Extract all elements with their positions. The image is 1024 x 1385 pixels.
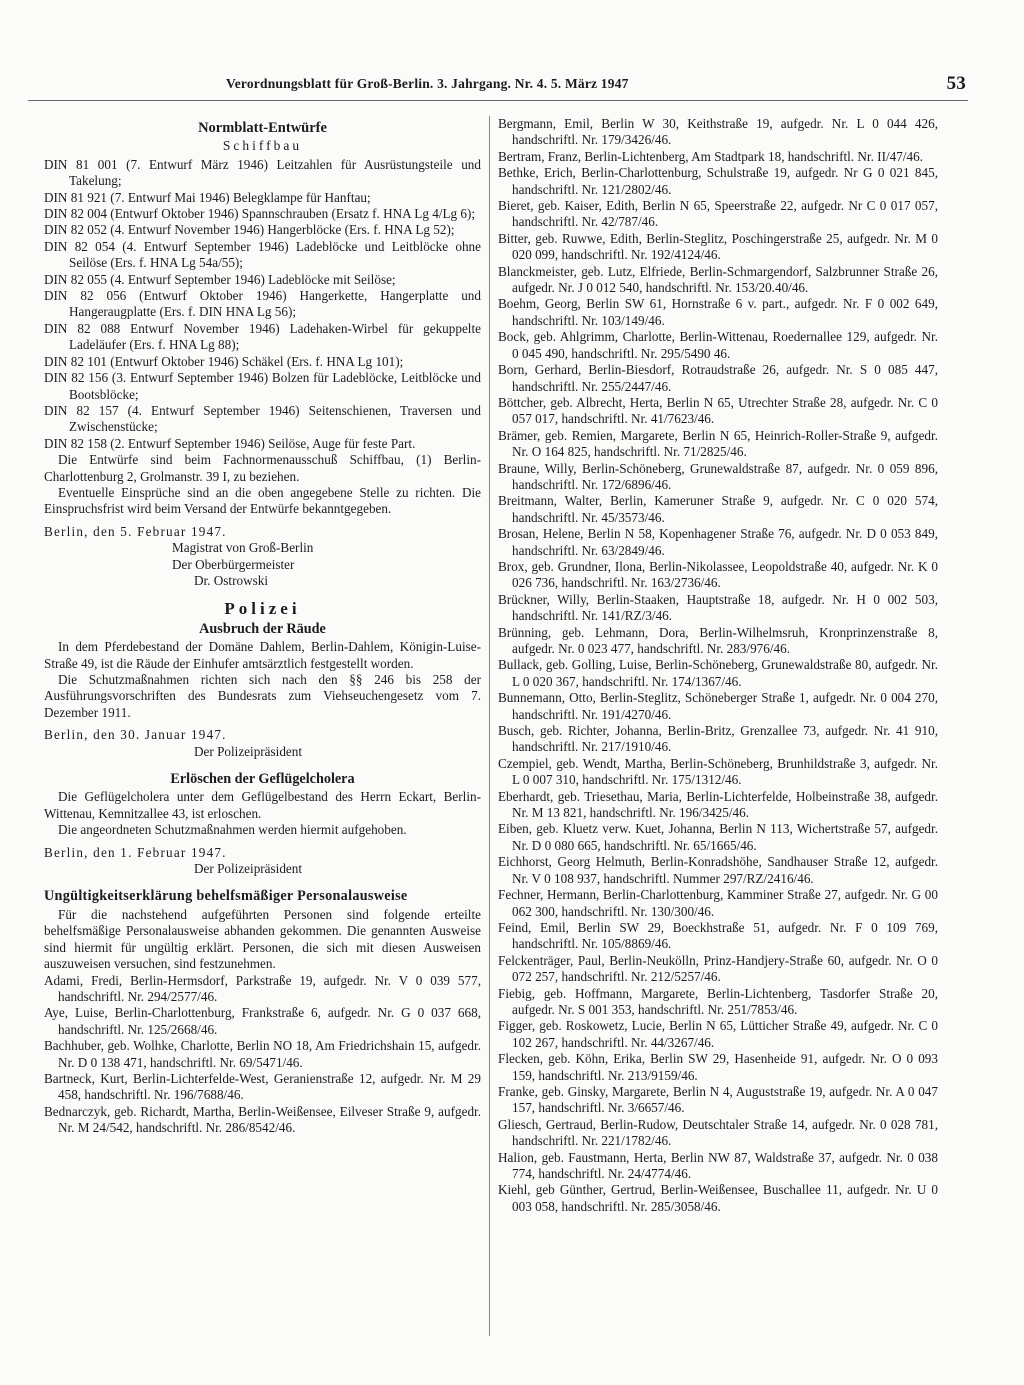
- person-entry: Born, Gerhard, Berlin-Biesdorf, Rotraudstraße 26, aufgedr. Nr. S 0 085 447, handschriftl. Nr. 255/2447/46.: [498, 362, 938, 394]
- person-entry: Halion, geb. Faustmann, Herta, Berlin NW 87, Waldstraße 37, aufgedr. Nr. 0 038 774, handschriftl. Nr. 24/4774/46.: [498, 1149, 938, 1181]
- person-entry: Böttcher, geb. Albrecht, Herta, Berlin N 65, Utrechter Straße 28, aufgedr. Nr. C 0 057 017, handschriftl. Nr. 41/7623/46.: [498, 394, 938, 427]
- din-item: DIN 82 054 (4. Entwurf September 1946) Ladeblöcke und Leitblöcke ohne Seilöse (Ers. f. HNA Lg 54a/55);: [44, 238, 481, 271]
- person-entry: Bieret, geb. Kaiser, Edith, Berlin N 65, Speerstraße 22, aufgedr. Nr C 0 017 057, handschriftl. Nr. 42/787/46.: [498, 198, 938, 230]
- person-entry: Figger, geb. Roskowetz, Lucie, Berlin N 65, Lütticher Straße 49, aufgedr. Nr. C 0 102 267, handschriftl. Nr. 44/3267/46.: [498, 1018, 938, 1050]
- person-entry: Bock, geb. Ahlgrimm, Charlotte, Berlin-Wittenau, Roedernallee 129, aufgedr. Nr. 0 045 490, handschriftl. Nr. 295/5490 46.: [498, 329, 938, 361]
- din-item: DIN 82 004 (Entwurf Oktober 1946) Spannschrauben (Ersatz f. HNA Lg 4/Lg 6);: [44, 206, 476, 222]
- polizei-title: Polizei: [224, 599, 301, 619]
- din-item: DIN 82 052 (4. Entwurf November 1946) Hangerblöcke (Ers. f. HNA Lg 52);: [44, 222, 455, 238]
- person-entry: Kiehl, geb Günther, Gertrud, Berlin-Weißensee, Buschallee 11, aufgedr. Nr. U 0 003 058, handschriftl. Nr. 285/3058/46.: [498, 1182, 938, 1214]
- column-divider: [489, 116, 490, 1336]
- person-entry: Czempiel, geb. Wendt, Martha, Berlin-Schöneberg, Brunhildstraße 3, aufgedr. Nr. L 0 007 310, handschriftl. Nr. 175/1312/46.: [498, 755, 938, 788]
- header-title: Verordnungsblatt für Groß-Berlin. 3. Jahrgang. Nr. 4. 5. März 1947: [226, 76, 629, 91]
- person-entry: Bartneck, Kurt, Berlin-Lichterfelde-West, Geranienstraße 12, aufgedr. Nr. M 29 458, handschriftl. Nr. 196/7688/46.: [44, 1070, 481, 1103]
- header-rule: [28, 100, 968, 101]
- person-entry: Bunnemann, Otto, Berlin-Steglitz, Schöneberger Straße 1, aufgedr. Nr. 0 004 270, handschriftl. Nr. 191/4270/46.: [498, 690, 938, 722]
- person-entry: Braune, Willy, Berlin-Schöneberg, Grunewaldstraße 87, aufgedr. Nr. 0 059 896, handschriftl. Nr. 172/6896/46.: [498, 460, 938, 492]
- person-entry: Brünning, geb. Lehmann, Dora, Berlin-Wilhelmsruh, Kronprinzenstraße 8, aufgedr. Nr. 0 023 477, handschriftl. Nr. 283/976/46.: [498, 624, 938, 656]
- paragraph: Die Geflügelcholera unter dem Geflügelbestand des Herrn Eckart, Berlin-Wittenau, Kemnitzallee 43, ist erloschen.: [44, 789, 481, 821]
- normblatt-title: Normblatt-Entwürfe: [198, 120, 327, 136]
- person-entry: Eberhardt, geb. Triesethau, Maria, Berlin-Lichterfelde, Holbeinstraße 38, aufgedr. Nr. M 13 821, handschriftl. Nr. 196/3425/46.: [498, 788, 938, 821]
- person-entry: Adami, Fredi, Berlin-Hermsdorf, Parkstraße 19, aufgedr. Nr. V 0 039 577, handschriftl. Nr. 294/2577/46.: [44, 972, 481, 1004]
- person-entry: Blanckmeister, geb. Lutz, Elfriede, Berlin-Schmargendorf, Salzbrunner Straße 26, aufgedr. Nr. J 0 012 540, handschriftl. Nr. 153/20.40/46.: [498, 263, 938, 296]
- person-entry: Bitter, geb. Ruwwe, Edith, Berlin-Steglitz, Poschingerstraße 25, aufgedr. Nr. M 0 020 099, handschriftl. Nr. 192/4124/46.: [498, 230, 938, 263]
- date-line: Berlin, den 5. Februar 1947.: [44, 523, 227, 539]
- person-entry: Eichhorst, Georg Helmuth, Berlin-Konradshöhe, Sandhauser Straße 12, aufgedr. Nr. V 0 108 937, handschriftl. Nummer 297/RZ/2416/46.: [498, 854, 938, 886]
- din-item: DIN 81 921 (7. Entwurf Mai 1946) Belegklampe für Hanftau;: [44, 189, 371, 205]
- din-item: DIN 82 055 (4. Entwurf September 1946) Ladeblöcke mit Seilöse;: [44, 271, 396, 287]
- paragraph: Eventuelle Einsprüche sind an die oben angegebene Stelle zu richten. Die Einspruchsfrist wird beim Versand der Entwürfe bekanntgegeben.: [44, 484, 481, 517]
- paragraph: Die Entwürfe sind beim Fachnormenausschuß Schiffbau, (1) Berlin-Charlottenburg 2, Grolmanstr. 39 I, zu beziehen.: [44, 452, 481, 484]
- signature-line: Dr. Ostrowski: [194, 572, 268, 588]
- person-entry: Gliesch, Gertraud, Berlin-Rudow, Deutschtaler Straße 14, aufgedr. Nr. 0 028 781, handschriftl. Nr. 221/1782/46.: [498, 1116, 938, 1149]
- paragraph: Die Schutzmaßnahmen richten sich nach den §§ 246 bis 258 der Ausführungsvorschriften des Bundesrats zum Viehseuchengesetz vom 7. Dezember 1911.: [44, 672, 481, 720]
- person-entry: Brosan, Helene, Berlin N 58, Kopenhagener Straße 76, aufgedr. Nr. D 0 053 849, handschriftl. Nr. 63/2849/46.: [498, 526, 938, 558]
- gefluegelcholera-heading: Erlöschen der Geflügelcholera: [170, 771, 355, 788]
- din-item: DIN 82 056 (Entwurf Oktober 1946) Hangerkette, Hangerplatte und Hangeraugplatte (Ers. f. DIN HNA Lg 56);: [44, 288, 481, 320]
- person-entry: Bednarczyk, geb. Richardt, Martha, Berlin-Weißensee, Eilveser Straße 9, aufgedr. Nr. M 24/542, handschriftl. Nr. 286/8542/46.: [44, 1103, 481, 1136]
- date-line: Berlin, den 1. Februar 1947.: [44, 844, 227, 860]
- din-item: DIN 82 101 (Entwurf Oktober 1946) Schäkel (Ers. f. HNA Lg 101);: [44, 353, 404, 369]
- ausweise-heading: Ungültigkeitserklärung behelfsmäßiger Personalausweise: [44, 888, 408, 905]
- person-entry: Feind, Emil, Berlin SW 29, Boeckhstraße 51, aufgedr. Nr. F 0 109 769, handschriftl. Nr. 105/8869/46.: [498, 919, 938, 952]
- din-item: DIN 82 088 Entwurf November 1946) Ladehaken-Wirbel für gekuppelte Ladeläufer (Ers. f. HNA Lg 88);: [44, 320, 481, 353]
- left-column: [44, 116, 481, 1137]
- person-entry: Bertram, Franz, Berlin-Lichtenberg, Am Stadtpark 18, handschriftl. Nr. II/47/46.: [498, 148, 923, 164]
- din-item: DIN 82 157 (4. Entwurf September 1946) Seitenschienen, Traversen und Zwischenstücke;: [44, 402, 481, 435]
- signature-line: Der Polizeipräsident: [194, 743, 303, 759]
- person-entry: Breitmann, Walter, Berlin, Kameruner Straße 9, aufgedr. Nr. C 0 020 574, handschriftl. Nr. 45/3573/46.: [498, 493, 938, 525]
- person-entry: Aye, Luise, Berlin-Charlottenburg, Frankstraße 6, aufgedr. Nr. G 0 037 668, handschriftl. Nr. 125/2668/46.: [44, 1005, 481, 1037]
- din-item: DIN 82 158 (2. Entwurf September 1946) Seilöse, Auge für feste Part.: [44, 435, 416, 451]
- person-entry: Boehm, Georg, Berlin SW 61, Hornstraße 6 v. part., aufgedr. Nr. F 0 002 649, handschriftl. Nr. 103/149/46.: [498, 296, 938, 328]
- schiffbau-subtitle: Schiffbau: [222, 138, 303, 154]
- paragraph: Die angeordneten Schutzmaßnahmen werden hiermit aufgehoben.: [58, 822, 407, 838]
- paragraph: Für die nachstehend aufgeführten Personen sind folgende erteilte behelfsmäßige Personalausweise abhanden gekommen. Die genannten Ausweise sind hiermit für ungültig erklärt. Personen, die sich mit diesen Ausweisen auszuweisen versuchen, sind festzunehmen.: [44, 906, 481, 972]
- raeude-heading: Ausbruch der Räude: [199, 620, 326, 637]
- person-entry: Brückner, Willy, Berlin-Staaken, Hauptstraße 18, aufgedr. Nr. H 0 002 503, handschriftl. Nr. 141/RZ/3/46.: [498, 591, 938, 624]
- paragraph: In dem Pferdebestand der Domäne Dahlem, Berlin-Dahlem, Königin-Luise-Straße 49, ist die Räude der Einhufer amtsärztlich festgestellt worden.: [44, 639, 481, 671]
- person-entry: Brämer, geb. Remien, Margarete, Berlin N 65, Heinrich-Roller-Straße 9, aufgedr. Nr. O 164 825, handschriftl. Nr. 71/2825/46.: [498, 427, 938, 460]
- date-line: Berlin, den 30. Januar 1947.: [44, 727, 227, 743]
- right-column: [498, 116, 938, 1215]
- signature-line: Der Polizeipräsident: [194, 861, 303, 877]
- person-entry: Felckenträger, Paul, Berlin-Neukölln, Prinz-Handjery-Straße 60, aufgedr. Nr. O 0 072 257, handschriftl. Nr. 212/5257/46.: [498, 952, 938, 985]
- din-item: DIN 82 156 (3. Entwurf September 1946) Bolzen für Ladeblöcke, Leitblöcke und Bootsblöcke;: [44, 370, 481, 402]
- person-entry: Flecken, geb. Köhn, Erika, Berlin SW 29, Hasenheide 91, aufgedr. Nr. O 0 093 159, handschriftl. Nr. 213/9159/46.: [498, 1051, 938, 1083]
- person-entry: Bullack, geb. Golling, Luise, Berlin-Schöneberg, Grunewaldstraße 80, aufgedr. Nr. L 0 020 367, handschriftl. Nr. 174/1367/46.: [498, 657, 938, 689]
- person-entry: Busch, geb. Richter, Johanna, Berlin-Britz, Grenzallee 73, aufgedr. Nr. 41 910, handschriftl. Nr. 217/1910/46.: [498, 723, 938, 755]
- din-item: DIN 81 001 (7. Entwurf März 1946) Leitzahlen für Ausrüstungsteile und Takelung;: [44, 156, 481, 189]
- person-entry: Bethke, Erich, Berlin-Charlottenburg, Schulstraße 19, aufgedr. Nr G 0 021 845, handschriftl. Nr. 121/2802/46.: [498, 165, 938, 197]
- signature-line: Der Oberbürgermeister: [172, 556, 295, 572]
- person-entry: Fechner, Hermann, Berlin-Charlottenburg, Kamminer Straße 27, aufgedr. Nr. G 00 062 300, handschriftl. Nr. 130/300/46.: [498, 887, 938, 919]
- person-entry: Franke, geb. Ginsky, Margarete, Berlin N 4, Auguststraße 19, aufgedr. Nr. A 0 047 157, handschriftl. Nr. 3/6657/46.: [498, 1083, 938, 1116]
- signature-line: Magistrat von Groß-Berlin: [172, 540, 314, 556]
- page-number: 53: [946, 73, 966, 94]
- person-entry: Bergmann, Emil, Berlin W 30, Keithstraße 19, aufgedr. Nr. L 0 044 426, handschriftl. Nr. 179/3426/46.: [498, 116, 938, 148]
- page-header: [226, 73, 966, 98]
- person-entry: Eiben, geb. Kluetz verw. Kuet, Johanna, Berlin N 113, Wichertstraße 57, aufgedr. Nr. D 0 080 665, handschriftl. Nr. 65/1665/46.: [498, 821, 938, 853]
- person-entry: Fiebig, geb. Hoffmann, Margarete, Berlin-Lichtenberg, Tasdorfer Straße 20, aufgedr. Nr. S 001 353, handschriftl. Nr. 251/7853/46.: [498, 985, 938, 1017]
- person-entry: Brox, geb. Grundner, Ilona, Berlin-Nikolassee, Leopoldstraße 40, aufgedr. Nr. K 0 026 736, handschriftl. Nr. 163/2736/46.: [498, 558, 938, 591]
- person-entry: Bachhuber, geb. Wolhke, Charlotte, Berlin NO 18, Am Friedrichshain 15, aufgedr. Nr. D 0 138 471, handschriftl. Nr. 69/5471/46.: [44, 1038, 481, 1070]
